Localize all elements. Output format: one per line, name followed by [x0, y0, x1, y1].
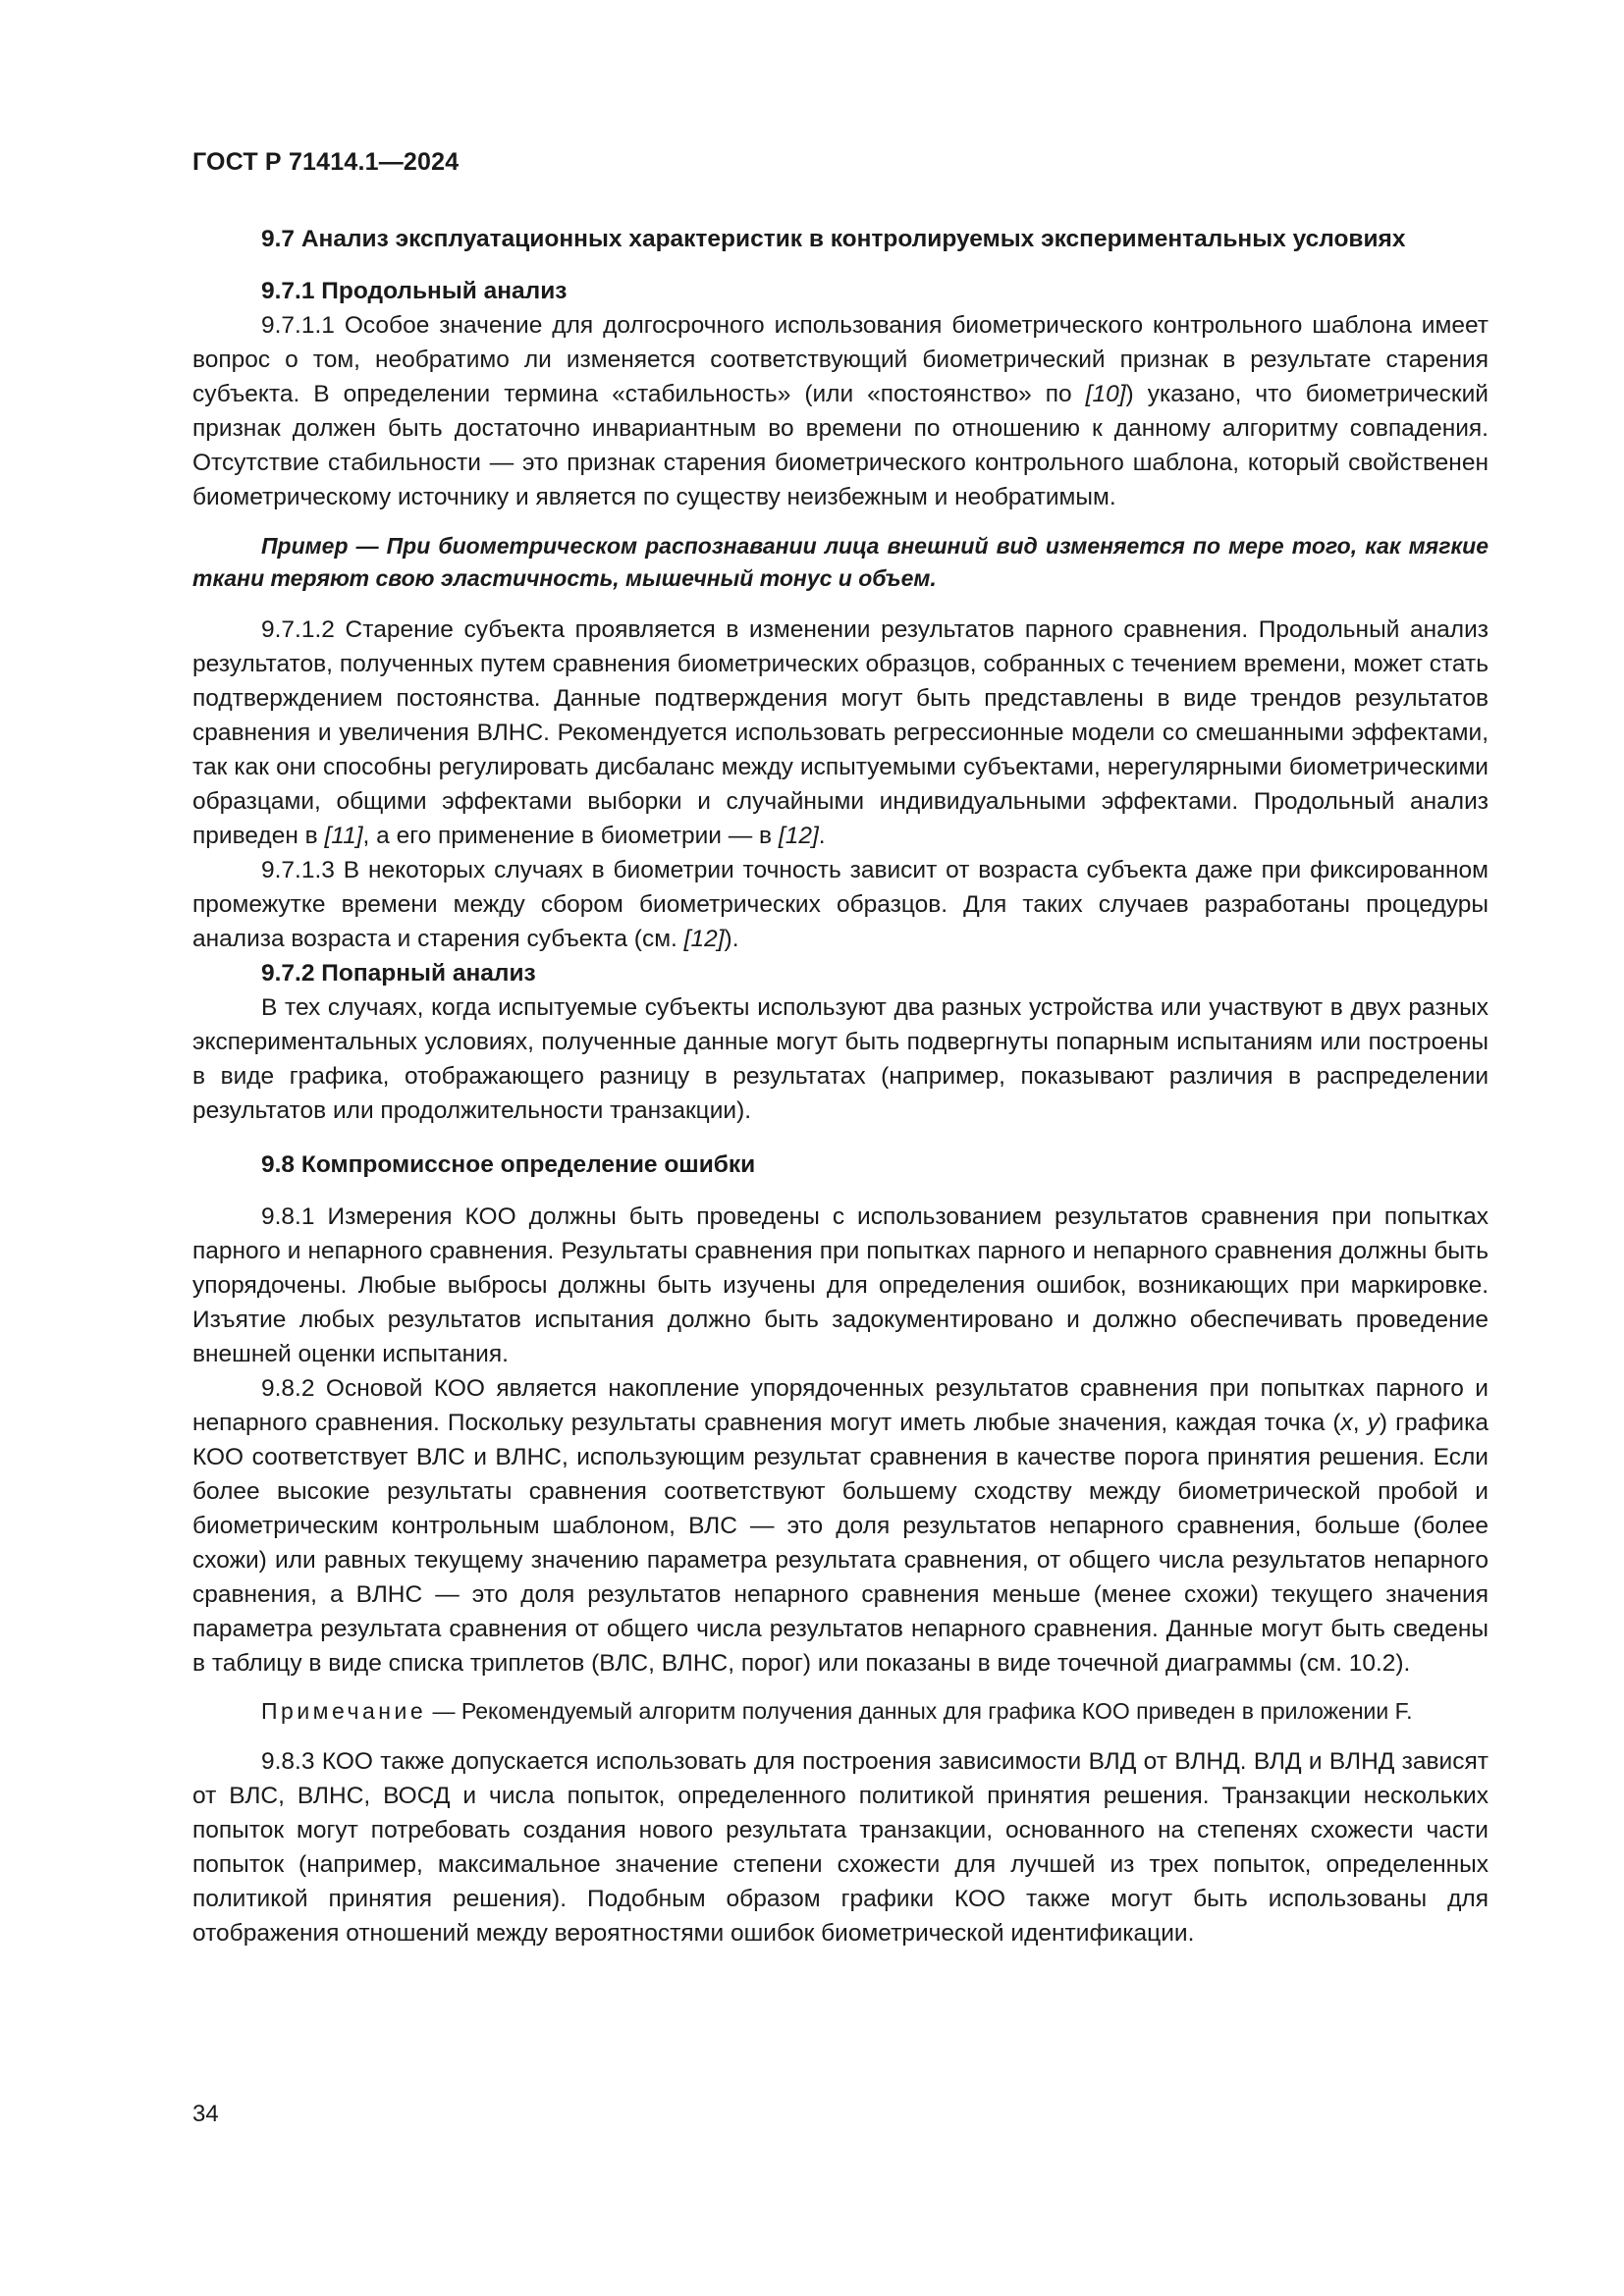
- reference-10: [10]: [1085, 381, 1126, 407]
- note-label: Примечание: [261, 1698, 427, 1724]
- example-note: Пример — При биометрическом распознавании лица внешний вид изменяется по мере того, как мягкие ткани теряют свою эластичность, мышечный тонус и объем.: [192, 533, 1489, 591]
- reference-11: [11]: [324, 823, 363, 849]
- paragraph-9-7-2: В тех случаях, когда испытуемые субъекты используют два разных устройства или участвуют в двух разных экспериментальных условиях, полученные данные могут быть подвергнуты попарным испытаниям или построены в виде графика, отображающего разницу в результатах (например, показывают различия в распределении результатов или продолжительности транзакции).: [192, 994, 1489, 1124]
- note: Примечание — Рекомендуемый алгоритм получения данных для графика КОО приведен в приложении F.: [261, 1698, 1413, 1724]
- paragraph-9-7-1-2: 9.7.1.2 Старение субъекта проявляется в изменении результатов парного сравнения. Продольный анализ результатов, полученных путем сравнения биометрических образцов, собранных с течением времени, может стать подтверждением постоянства. Данные подтверждения могут быть представлены в виде трендов результатов сравнения и увеличения ВЛНС. Рекомендуется использовать регрессионные модели со смешанными эффектами, так как они способны регулировать дисбаланс между испытуемыми субъектами, нерегулярными биометрическими образцами, общими эффектами выборки и случайными индивидуальными эффектами. Продольный анализ приведен в [11], а его применение в биометрии — в [12].: [192, 616, 1489, 849]
- section-heading-9-8: 9.8 Компромиссное определение ошибки: [261, 1151, 756, 1178]
- reference-12: [12]: [778, 823, 819, 849]
- page-content: [192, 222, 1489, 1950]
- paragraph-9-8-1: 9.8.1 Измерения КОО должны быть проведены с использованием результатов сравнения при попытках парного и непарного сравнения. Результаты сравнения при попытках парного и непарного сравнения должны быть упорядочены. Любые выбросы должны быть изучены для определения ошибок, возникающих при маркировке. Изъятие любых результатов испытания должно быть задокументировано и должно обеспечивать проведение внешней оценки испытания.: [192, 1203, 1489, 1367]
- paragraph-9-8-2: 9.8.2 Основой КОО является накопление упорядоченных результатов сравнения при попытках парного и непарного сравнения. Поскольку результаты сравнения могут иметь любые значения, каждая точка (x, y) графика КОО соответствует ВЛС и ВЛНС, использующим результат сравнения в качестве порога принятия решения. Если более высокие результаты сравнения соответствуют большему сходству между биометрической пробой и биометрическим контрольным шаблоном, ВЛС — это доля результатов непарного сравнения, больше (более схожи) или равных текущему значению параметра результата сравнения, от общего числа результатов непарного сравнения, а ВЛНС — это доля результатов непарного сравнения меньше (менее схожи) текущего значения параметра результата сравнения от общего числа результатов непарного сравнения. Данные могут быть сведены в таблицу в виде списка триплетов (ВЛС, ВЛНС, порог) или показаны в виде точечной диаграммы (см. 10.2).: [192, 1375, 1489, 1677]
- page-number: 34: [192, 2101, 219, 2127]
- paragraph-9-8-3: 9.8.3 КОО также допускается использовать для построения зависимости ВЛД от ВЛНД. ВЛД и ВЛНД зависят от ВЛС, ВЛНС, ВОСД и числа попыток, определенного политикой принятия решения. Транзакции нескольких попыток могут потребовать создания нового результата транзакции, основанного на степенях схожести части попыток (например, максимальное значение степени схожести для лучшей из трех попыток, определенных политикой принятия решения). Подобным образом графики КОО также могут быть использованы для отображения отношений между вероятностями ошибок биометрической идентификации.: [192, 1748, 1489, 1947]
- subsection-heading-9-7-1: 9.7.1 Продольный анализ: [261, 278, 568, 304]
- paragraph-9-7-1-3: 9.7.1.3 В некоторых случаях в биометрии точность зависит от возраста субъекта даже при фиксированном промежутке времени между сбором биометрических образцов. Для таких случаев разработаны процедуры анализа возраста и старения субъекта (см. [12]).: [192, 857, 1489, 952]
- paragraph-9-7-1-1: 9.7.1.1 Особое значение для долгосрочного использования биометрического контрольного шаблона имеет вопрос о том, необратимо ли изменяется соответствующий биометрический признак в результате старения субъекта. В определении термина «стабильность» (или «постоянство» по [10]) указано, что биометрический признак должен быть достаточно инвариантным во времени по отношению к данному алгоритму совпадения. Отсутствие стабильности — это признак старения биометрического контрольного шаблона, который свойственен биометрическому источнику и является по существу неизбежным и необратимым.: [192, 312, 1489, 510]
- document-id: ГОСТ Р 71414.1—2024: [192, 148, 460, 176]
- reference-12b: [12]: [683, 926, 725, 952]
- subsection-heading-9-7-2: 9.7.2 Попарный анализ: [261, 960, 536, 987]
- section-heading-9-7: 9.7 Анализ эксплуатационных характеристик в контролируемых экспериментальных условиях: [261, 226, 1406, 252]
